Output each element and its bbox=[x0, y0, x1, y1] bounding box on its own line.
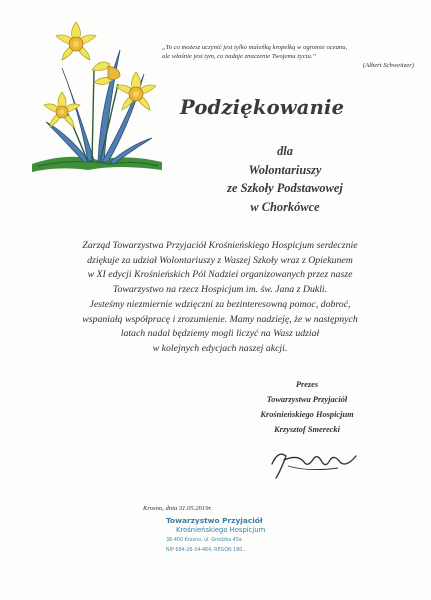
handwritten-signature-icon bbox=[268, 442, 360, 482]
recipient bbox=[190, 142, 380, 216]
signatory-org: Towarzystwa Przyjaciół bbox=[266, 395, 348, 404]
organization-stamp bbox=[166, 516, 286, 555]
body-line: dziękuje za udział Wolontariuszy z Waszej Szkoły wraz z Opiekunem bbox=[87, 254, 353, 266]
page-title: Podziękowanie bbox=[180, 96, 345, 119]
quote-line: „To co możesz uczynić jest tylko maleńką kropelką w ogromie oceanu, bbox=[162, 44, 348, 51]
daffodil-illustration-icon bbox=[28, 14, 168, 174]
signatory bbox=[222, 377, 392, 437]
quote-author: (Albert Schweitzer) bbox=[362, 62, 414, 69]
stamp-line: NIP 684-26-34-464, REGON 180... bbox=[166, 548, 247, 553]
signatory-name: Krzysztof Smerecki bbox=[274, 425, 340, 434]
place-date: Krosno, dnia 31.05.2019r. bbox=[143, 505, 212, 512]
signatory-role: Prezes bbox=[295, 380, 319, 389]
body-line: wspaniałą współpracę i zrozumienie. Mamy nadzieję, że w następnych bbox=[82, 313, 358, 325]
body-line: latach nadal będziemy mogli liczyć na Wasz udział bbox=[120, 328, 320, 340]
recipient-line: Wolontariuszy bbox=[248, 162, 322, 177]
quote-line: ale właśnie jest tym, co nadaje znaczenie Twojemu życiu.” bbox=[162, 53, 317, 60]
recipient-line: w Chorkówce bbox=[250, 199, 320, 214]
recipient-line: dla bbox=[277, 144, 293, 158]
quote bbox=[162, 43, 424, 70]
stamp-line: Towarzystwo Przyjaciół bbox=[166, 516, 263, 525]
body-line: Jesteśmy niezmiernie wdzięczni za bezinteresowną pomoc, dobroć, bbox=[89, 298, 351, 310]
recipient-line: ze Szkoły Podstawowej bbox=[227, 181, 343, 195]
body-line: w XI edycji Krośnieńskich Pól Nadziei organizowanych przez nasze bbox=[87, 269, 353, 281]
body-line: Towarzystwo na rzecz Hospicjum im. św. Jana z Dukli. bbox=[112, 284, 328, 296]
body-line: Zarząd Towarzystwa Przyjaciół Krośnieńskiego Hospicjum serdecznie bbox=[82, 240, 358, 251]
letter-body bbox=[20, 239, 420, 357]
signatory-org: Krośnieńskiego Hospicjum bbox=[260, 410, 354, 419]
stamp-line: Krośnieńskiego Hospicjum bbox=[176, 526, 266, 534]
body-line: w kolejnych edycjach naszej akcji. bbox=[152, 342, 288, 354]
stamp-line: 38-400 Krosno, ul. Grodzka 45a bbox=[166, 538, 242, 543]
